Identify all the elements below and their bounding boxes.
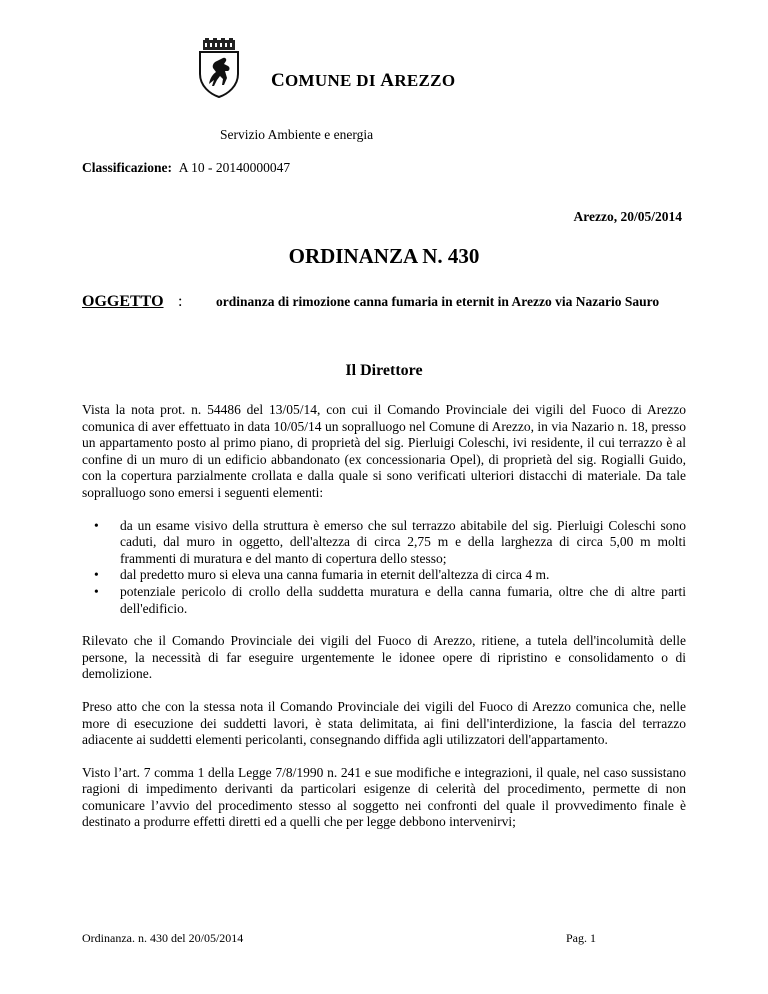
paragraph-3: Preso atto che con la stessa nota il Comando Provinciale dei vigili del Fuoco di Arezzo comunica che, nelle more di esecuzione dei suddetti lavori, è stata delimitata, ai fini dell'interdizione, la fascia del terrazzo adiacente ai suddetti elementi pericolanti, consegnando diffida agli utilizzatori dell'appartamento. — [82, 698, 686, 748]
bullet-icon: • — [94, 583, 99, 599]
city-crest-logo — [196, 38, 242, 98]
department-name: Servizio Ambiente e energia — [220, 127, 374, 142]
section-heading: Il Direttore — [345, 362, 423, 379]
document-title: ORDINANZA N. 430 — [288, 244, 480, 268]
list-item: • dal predetto muro si eleva una canna fumaria in eternit dell'altezza di circa 4 m. — [94, 567, 550, 583]
subject-text: ordinanza di rimozione canna fumaria in eternit in Arezzo via Nazario Sauro — [216, 294, 660, 309]
classification-value: A 10 - 20140000047 — [178, 160, 291, 175]
document-date: Arezzo, 20/05/2014 — [573, 209, 682, 224]
page-number: Pag. 1 — [566, 931, 596, 945]
findings-list — [82, 518, 686, 618]
document-body — [82, 402, 686, 847]
paragraph-1: Vista la nota prot. n. 54486 del 13/05/14, con cui il Comando Provinciale dei vigili del Fuoco di Arezzo comunica di aver effettuato in data 10/05/14 un sopralluogo nel Comune di Arezzo, in via Nazario n. 18, presso un appartamento posto al primo piano, di proprietà del sig. Pierluigi Coleschi, ivi residente, il cui terrazzo è al confine di un muro di un edificio abbandonato (ex concessionaria Opel), di proprietà del sig. Rogialli Guido, con la copertura parzialmente crollata e dalla quale si sono verificati ulteriori distacchi di materiale. Da tale sopralluogo sono emersi i seguenti elementi: — [82, 402, 686, 500]
list-item: • potenziale pericolo di crollo della suddetta muratura e della canna fumaria, oltre che di altre parti dell'edificio. — [94, 583, 686, 616]
bullet-icon: • — [94, 567, 99, 583]
classification — [82, 160, 290, 176]
subject-label: OGGETTO — [82, 293, 164, 310]
paragraph-4: Visto l’art. 7 comma 1 della Legge 7/8/1990 n. 241 e sue modifiche e integrazioni, il quale, nel caso sussistano ragioni di impedimento derivanti da particolari esigenze di celerità del procedimento, permette di non comunicare l’avvio del procedimento stesso al soggetto nei confronti del quale il provvedimento finale è destinato a produrre effetti diretti ed a quelli che per legge debbono intervenirvi; — [82, 764, 686, 830]
bullet-icon: • — [94, 517, 99, 533]
footer-reference: Ordinanza. n. 430 del 20/05/2014 — [82, 931, 244, 945]
paragraph-2: Rilevato che il Comando Provinciale dei vigili del Fuoco di Arezzo, ritiene, a tutela dell'incolumità delle persone, la necessità di far eseguire urgentemente le idonee opere di ripristino e consolidamento o di demolizione. — [82, 633, 686, 682]
subject-colon: : — [178, 293, 183, 310]
list-item: • da un esame visivo della struttura è emerso che sul terrazzo abitabile del sig. Pierluigi Coleschi sono caduti, dal muro in oggetto, dell'altezza di circa 2,75 m e della larghezza di circa 5,00 m molti frammenti di muratura e del manto di copertura dello stesso; — [94, 517, 686, 566]
organization-name: COMUNE DI AREZZO — [271, 70, 456, 91]
classification-label: Classificazione: — [82, 160, 172, 175]
